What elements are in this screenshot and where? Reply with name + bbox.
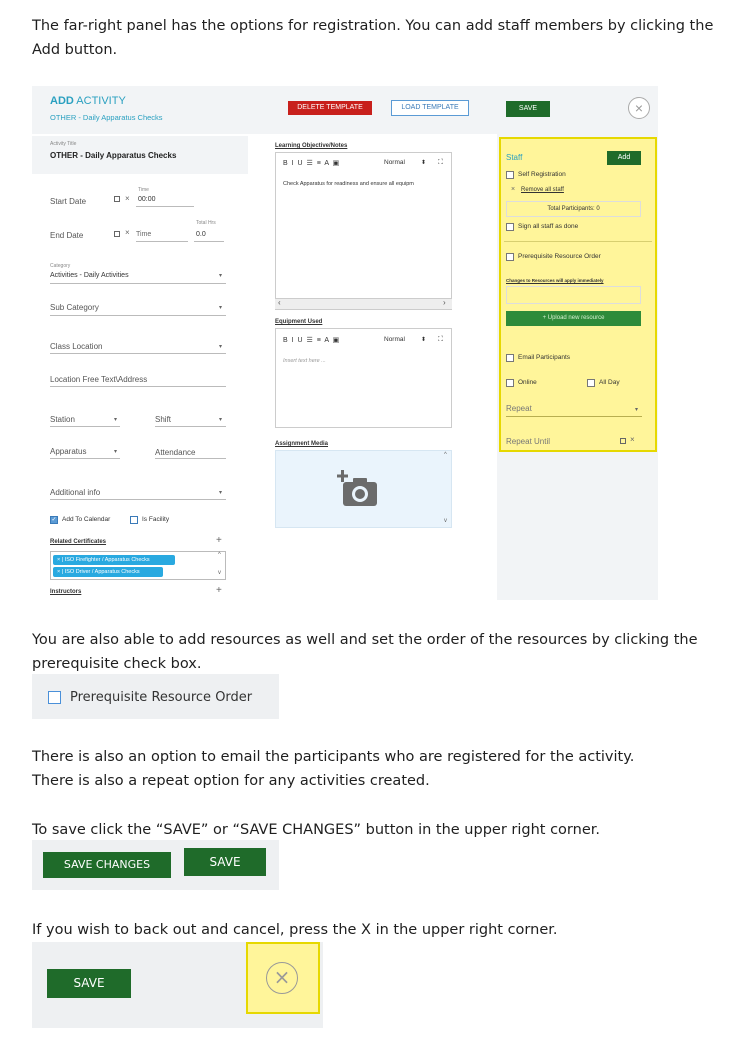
fullscreen-icon[interactable]: ⛶ xyxy=(438,159,443,166)
self-registration-label: Self Registration xyxy=(518,171,566,178)
activity-title-value: OTHER - Daily Apparatus Checks xyxy=(50,151,177,160)
scroll-up-icon[interactable]: ^ xyxy=(218,552,221,558)
camera-icon[interactable] xyxy=(337,469,381,509)
cancel-paragraph: If you wish to back out and cancel, press the X in the upper right corner. xyxy=(32,922,558,938)
certificate-chip[interactable]: × | ISO Driver / Apparatus Checks xyxy=(53,567,163,577)
instructors-label: Instructors xyxy=(50,589,82,595)
equipment-placeholder[interactable]: Insert text here ... xyxy=(283,358,326,364)
chevron-down-icon[interactable]: ▾ xyxy=(114,417,118,423)
total-hrs-value: 0.0 xyxy=(196,231,206,238)
start-date-label: Start Date xyxy=(50,197,87,206)
sign-all-staff-checkbox[interactable] xyxy=(506,223,514,231)
apparatus-select[interactable]: Apparatus xyxy=(50,447,87,456)
self-registration-checkbox[interactable] xyxy=(506,171,514,179)
chevron-down-icon[interactable]: ▾ xyxy=(219,344,223,350)
is-facility-checkbox[interactable] xyxy=(130,516,138,524)
delete-template-button[interactable]: DELETE TEMPLATE xyxy=(288,101,372,115)
category-label: Category xyxy=(50,263,71,269)
staff-label: Staff xyxy=(506,153,523,162)
chevron-down-icon[interactable]: ▾ xyxy=(219,273,223,279)
close-icon[interactable]: × xyxy=(628,97,650,119)
save-button[interactable]: SAVE xyxy=(506,101,550,117)
format-chevron-icon[interactable]: ⬍ xyxy=(421,337,427,343)
scroll-down-icon[interactable]: v xyxy=(218,570,221,576)
add-to-calendar-checkbox[interactable]: ✓ xyxy=(51,517,57,523)
time-label: Time xyxy=(138,187,149,193)
chevron-down-icon[interactable]: ▾ xyxy=(219,490,223,496)
chevron-down-icon[interactable]: ▾ xyxy=(219,305,223,311)
editor-toolbar[interactable]: B I U ☰ ≡ A ▣ xyxy=(283,160,341,167)
add-activity-screenshot xyxy=(32,86,658,600)
scroll-up-icon[interactable]: ^ xyxy=(444,452,447,458)
prereq-label: Prerequisite Resource Order xyxy=(518,253,601,260)
intro-paragraph: The far-right panel has the options for registration. You can add staff members by clicking the Add button. xyxy=(32,18,714,58)
scroll-right-icon[interactable]: › xyxy=(443,298,446,307)
learning-editor[interactable] xyxy=(275,152,452,310)
end-date-label: End Date xyxy=(50,231,84,240)
fullscreen-icon[interactable]: ⛶ xyxy=(438,336,443,343)
resources-paragraph: You are also able to add resources as well and set the order of the resources by clicking the prerequisite check box. xyxy=(32,632,698,672)
online-checkbox[interactable] xyxy=(506,379,514,387)
assignment-media-label: Assignment Media xyxy=(275,441,329,447)
changes-note: Changes to Resources will apply immediately xyxy=(506,278,604,283)
resource-list-box xyxy=(506,286,641,304)
all-day-label: All Day xyxy=(599,379,620,386)
calendar-icon[interactable] xyxy=(114,231,120,237)
chevron-down-icon[interactable]: ▾ xyxy=(635,407,639,413)
clear-end-icon[interactable]: × xyxy=(125,228,130,237)
chevron-down-icon[interactable]: ▾ xyxy=(219,417,223,423)
email-participants-checkbox[interactable] xyxy=(506,354,514,362)
scroll-left-icon[interactable]: ‹ xyxy=(278,298,281,307)
editor-toolbar[interactable]: B I U ☰ ≡ A ▣ xyxy=(283,337,341,344)
equipment-used-label: Equipment Used xyxy=(275,319,323,325)
close-icon[interactable]: × xyxy=(266,962,298,994)
prereq-checkbox[interactable] xyxy=(48,691,61,704)
total-hrs-label: Total Hrs xyxy=(196,220,216,226)
online-label: Online xyxy=(518,379,537,386)
upload-resource-button[interactable]: + Upload new resource xyxy=(506,311,641,326)
additional-info-select[interactable]: Additional info xyxy=(50,488,101,497)
cancel-snippet xyxy=(32,942,323,1028)
format-select[interactable]: Normal xyxy=(384,336,405,343)
activity-title-label: Activity Title xyxy=(50,141,77,147)
add-to-calendar-label: Add To Calendar xyxy=(62,516,111,523)
all-day-checkbox[interactable] xyxy=(587,379,595,387)
save-button[interactable]: SAVE xyxy=(47,969,131,998)
prereq-checkbox[interactable] xyxy=(506,253,514,261)
add-instructor-icon[interactable]: + xyxy=(216,585,222,596)
calendar-icon[interactable] xyxy=(620,438,626,444)
add-certificate-icon[interactable]: + xyxy=(216,535,222,546)
station-select[interactable]: Station xyxy=(50,415,75,424)
prereq-snippet xyxy=(32,674,279,719)
repeat-select[interactable]: Repeat xyxy=(506,404,532,413)
email-participants-label: Email Participants xyxy=(518,354,571,361)
scroll-down-icon[interactable]: v xyxy=(444,518,447,524)
clear-start-icon[interactable]: × xyxy=(125,194,130,203)
horizontal-scrollbar[interactable] xyxy=(275,298,452,309)
learning-text[interactable]: Check Apparatus for readiness and ensure all equipm xyxy=(283,181,414,187)
is-facility-label: Is Facility xyxy=(142,516,170,523)
add-staff-button[interactable]: Add xyxy=(607,151,641,165)
sign-all-staff-label: Sign all staff as done xyxy=(518,223,579,230)
clear-repeat-until-icon[interactable]: × xyxy=(630,435,635,444)
chevron-down-icon[interactable]: ▾ xyxy=(114,449,118,455)
prereq-label: Prerequisite Resource Order xyxy=(70,690,253,705)
remove-icon[interactable]: × xyxy=(511,186,516,193)
save-paragraph: To save click the “SAVE” or “SAVE CHANGES” button in the upper right corner. xyxy=(32,822,600,838)
save-button[interactable]: SAVE xyxy=(184,848,266,876)
save-changes-button[interactable]: SAVE CHANGES xyxy=(43,852,171,878)
class-location-select[interactable]: Class Location xyxy=(50,342,103,351)
email-paragraph: There is also an option to email the participants who are registered for the activity. xyxy=(32,749,635,765)
page-title: ADD ACTIVITY xyxy=(50,95,126,107)
total-participants: Total Participants: 0 xyxy=(506,201,641,217)
page-subtitle: OTHER - Daily Apparatus Checks xyxy=(50,113,163,122)
end-time-input[interactable]: Time xyxy=(136,231,152,238)
category-select[interactable]: Activities - Daily Activities xyxy=(50,272,129,279)
sub-category-select[interactable]: Sub Category xyxy=(50,303,99,312)
shift-select[interactable]: Shift xyxy=(155,415,172,424)
attendance-input[interactable]: Attendance xyxy=(155,448,196,457)
save-snippet xyxy=(32,840,279,890)
certificate-chip[interactable]: × | ISO Firefighter / Apparatus Checks xyxy=(53,555,175,565)
related-certificates-label: Related Certificates xyxy=(50,539,107,545)
repeat-until-input[interactable]: Repeat Until xyxy=(506,437,551,446)
start-time-input[interactable]: 00:00 xyxy=(138,196,156,203)
remove-all-staff-link[interactable]: Remove all staff xyxy=(521,187,564,193)
calendar-icon[interactable] xyxy=(114,196,120,202)
format-chevron-icon[interactable]: ⬍ xyxy=(421,160,427,166)
load-template-button[interactable]: LOAD TEMPLATE xyxy=(391,100,469,116)
learning-objective-label: Learning Objective/Notes xyxy=(275,143,348,149)
location-free-text-input[interactable]: Location Free Text\Address xyxy=(50,375,148,384)
format-select[interactable]: Normal xyxy=(384,159,405,166)
repeat-paragraph: There is also a repeat option for any activities created. xyxy=(32,773,430,789)
